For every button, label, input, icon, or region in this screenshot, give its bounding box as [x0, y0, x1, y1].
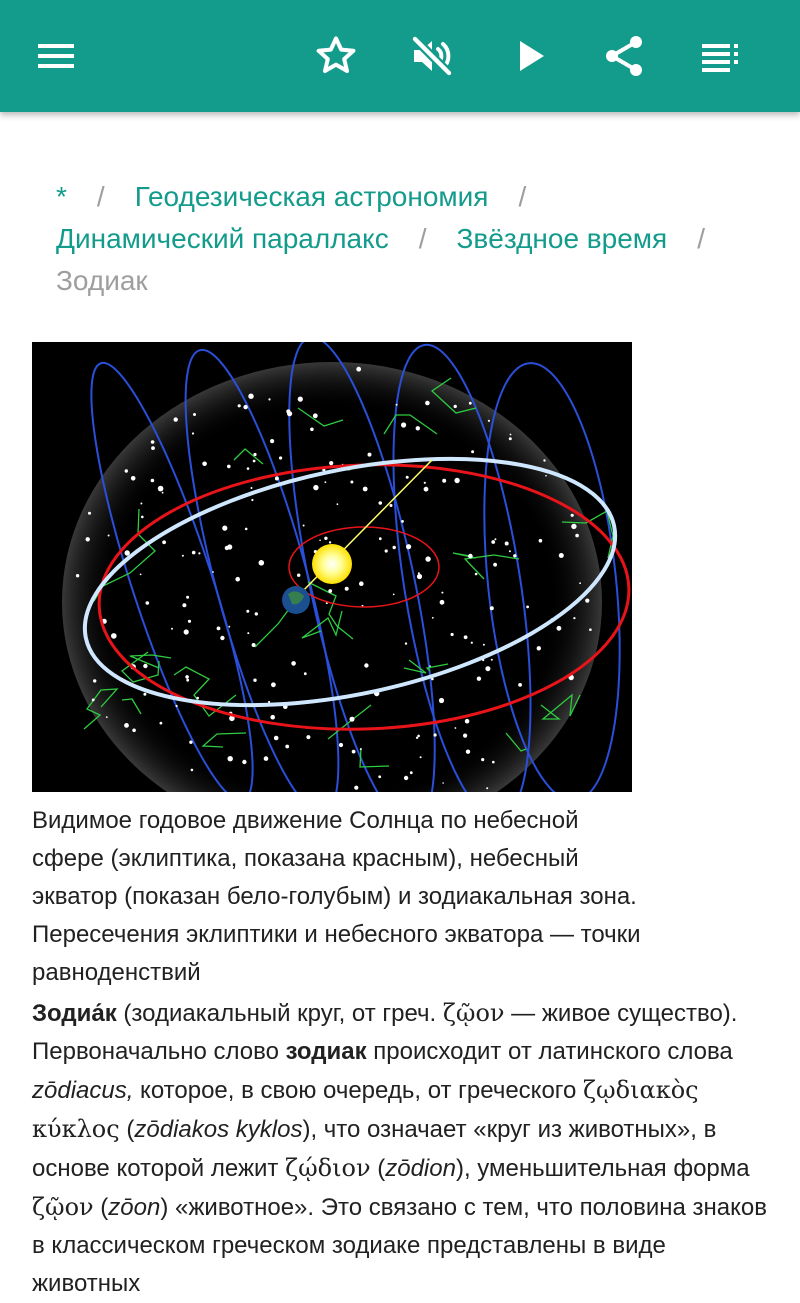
menu-button[interactable] — [24, 24, 88, 88]
star — [466, 750, 470, 754]
term-bold: зодиак — [285, 1038, 367, 1065]
celestial-sphere-image[interactable] — [32, 342, 632, 792]
text-run: ), что означает «круг из животных», в основе которой лежит — [32, 1116, 717, 1182]
star — [212, 571, 214, 573]
star — [360, 748, 362, 750]
star — [486, 787, 488, 789]
star — [483, 644, 485, 646]
star — [509, 437, 512, 440]
star — [379, 537, 382, 540]
breadcrumb-separator: / — [518, 181, 527, 212]
star — [125, 469, 128, 472]
star — [481, 758, 484, 761]
star — [354, 786, 358, 790]
star — [303, 525, 305, 527]
star — [424, 482, 426, 484]
star — [406, 544, 411, 549]
breadcrumb-item-sidereal-time[interactable]: Звёздное время — [456, 223, 668, 254]
star — [198, 552, 200, 554]
star — [417, 574, 422, 579]
greek-word: ζῳδιακὸς κύκλος — [32, 1076, 699, 1143]
star — [543, 459, 545, 461]
star — [259, 560, 265, 566]
star — [131, 476, 136, 481]
text-run: ( — [119, 1116, 135, 1143]
greek-word: ζῷον — [442, 999, 505, 1027]
star — [242, 760, 246, 764]
star — [270, 439, 274, 443]
star — [143, 664, 147, 668]
star — [471, 450, 474, 453]
star — [491, 540, 495, 544]
play-icon — [504, 32, 552, 80]
latin-word: zōon — [108, 1194, 161, 1221]
star — [160, 722, 163, 725]
star — [359, 581, 364, 586]
star — [251, 396, 253, 398]
star — [368, 453, 372, 457]
star — [439, 698, 444, 703]
star — [310, 428, 314, 432]
term-bold: Зодиа́к — [32, 1000, 117, 1027]
star — [184, 629, 189, 634]
star — [132, 729, 136, 733]
star — [475, 573, 478, 576]
latin-word: zōdiacus, — [32, 1077, 134, 1104]
star — [286, 409, 290, 413]
star — [390, 504, 393, 507]
star — [220, 636, 224, 640]
star — [385, 549, 388, 552]
star — [526, 606, 529, 609]
breadcrumb-current: Зодиак — [56, 265, 148, 296]
share-icon — [600, 32, 648, 80]
star — [425, 401, 430, 406]
star — [589, 628, 592, 631]
star — [325, 481, 327, 483]
star — [440, 600, 445, 605]
star — [227, 465, 231, 469]
star — [454, 478, 459, 483]
star — [171, 628, 173, 630]
star — [141, 516, 144, 519]
app-toolbar — [0, 0, 800, 112]
star — [228, 756, 233, 761]
star — [140, 503, 142, 505]
star — [124, 723, 129, 728]
star — [518, 683, 522, 687]
star — [364, 663, 368, 667]
star — [217, 627, 221, 631]
star — [243, 405, 247, 409]
star — [313, 485, 318, 490]
star — [454, 405, 457, 408]
star — [477, 677, 481, 681]
star — [251, 487, 253, 489]
star — [345, 587, 349, 591]
star — [429, 665, 431, 667]
star — [92, 699, 95, 702]
star — [505, 542, 509, 546]
star — [297, 574, 300, 577]
star — [264, 756, 269, 761]
star — [559, 553, 564, 558]
star — [350, 481, 353, 484]
star — [571, 524, 576, 529]
mute-button[interactable] — [400, 24, 464, 88]
star — [379, 501, 383, 505]
greek-word: ζῴδιον — [285, 1154, 371, 1182]
breadcrumb-item-geodetic-astronomy[interactable]: Геодезическая астрономия — [134, 181, 489, 212]
star — [490, 606, 494, 610]
star — [393, 594, 395, 596]
star — [418, 572, 420, 574]
star — [363, 487, 368, 492]
star — [485, 666, 490, 671]
star — [463, 734, 467, 738]
star — [268, 398, 270, 400]
star — [253, 453, 256, 456]
star — [298, 397, 303, 402]
star — [186, 596, 189, 599]
star — [425, 556, 430, 561]
star — [151, 446, 155, 450]
star — [291, 661, 296, 666]
star — [410, 771, 413, 774]
star — [279, 456, 282, 459]
volume-off-icon — [408, 32, 456, 80]
hamburger-menu-icon — [32, 32, 80, 80]
share-button[interactable] — [592, 24, 656, 88]
star — [442, 782, 444, 784]
list-icon — [696, 32, 744, 80]
star — [571, 514, 574, 517]
star — [227, 544, 232, 549]
star — [140, 574, 142, 576]
star — [573, 617, 575, 619]
star — [238, 404, 241, 407]
star — [228, 626, 230, 628]
text-run: которое, в свою очередь, от греческого — [133, 1077, 584, 1104]
star — [106, 716, 108, 718]
star — [509, 550, 511, 552]
star — [494, 538, 496, 540]
star — [510, 434, 512, 436]
star — [304, 672, 307, 675]
star — [319, 540, 321, 542]
star — [235, 577, 240, 582]
celestial-sphere-illustration — [32, 342, 632, 792]
star — [247, 467, 250, 470]
star — [93, 679, 96, 682]
star — [285, 745, 289, 749]
star — [401, 520, 404, 523]
star — [185, 675, 189, 679]
star — [493, 563, 497, 567]
star — [274, 736, 279, 741]
star — [469, 402, 472, 405]
star — [455, 727, 457, 729]
star — [575, 534, 579, 538]
star — [271, 682, 276, 687]
star — [396, 404, 398, 406]
star — [158, 486, 164, 492]
star — [251, 499, 253, 501]
star — [465, 719, 470, 724]
star — [513, 554, 516, 557]
star — [441, 592, 443, 594]
star — [182, 603, 186, 607]
star — [143, 693, 146, 696]
star — [339, 743, 343, 747]
star — [337, 503, 339, 505]
star — [537, 646, 541, 650]
star — [162, 492, 164, 494]
star — [193, 413, 196, 416]
star — [192, 432, 194, 434]
star — [306, 735, 310, 739]
breadcrumb-item-dynamic-parallax[interactable]: Динамический параллакс — [56, 223, 389, 254]
star — [176, 705, 178, 707]
star — [404, 776, 408, 780]
article-text — [32, 994, 772, 1303]
star — [329, 541, 331, 543]
star — [222, 526, 227, 531]
star — [191, 769, 194, 772]
star — [401, 422, 406, 427]
text-run: ( — [370, 1155, 386, 1182]
star — [186, 679, 189, 682]
sun-icon — [312, 544, 352, 584]
star — [125, 550, 130, 555]
star — [162, 540, 166, 544]
favorite-button[interactable] — [304, 24, 368, 88]
star — [416, 426, 420, 430]
text-run: происходит от латинского слова — [366, 1038, 733, 1065]
star — [492, 761, 495, 764]
contents-button[interactable] — [688, 24, 752, 88]
star — [111, 633, 117, 639]
star — [424, 487, 429, 492]
star — [328, 589, 332, 593]
star — [352, 750, 356, 754]
star — [451, 633, 454, 636]
star — [76, 574, 79, 577]
star — [405, 642, 407, 644]
star — [557, 626, 562, 631]
star — [255, 612, 258, 615]
star — [192, 551, 196, 555]
star — [182, 555, 184, 557]
star — [468, 554, 473, 559]
latin-word: zōdiakos kyklos — [134, 1116, 303, 1143]
star — [324, 537, 327, 540]
star — [545, 475, 547, 477]
star — [432, 617, 434, 619]
star — [356, 367, 361, 372]
star — [393, 546, 396, 549]
text-run: — живое существо). Первоначально слово — [32, 1000, 738, 1065]
star — [539, 539, 543, 543]
breadcrumb-separator: / — [96, 181, 105, 212]
image-caption: Видимое годовое движение Солнца по небесной сфере (эклиптика, показана красным), небесный экватор (показан бело-голубым) и зодиакальная зона. Пересечения эклиптики и небесного экватора — точки равноденствий — [32, 807, 641, 986]
star — [434, 733, 437, 736]
breadcrumb-item-home[interactable]: * — [56, 181, 67, 212]
star — [86, 537, 90, 541]
star — [275, 477, 279, 481]
star — [189, 741, 192, 744]
latin-word: zōdion — [385, 1155, 456, 1182]
star — [270, 715, 275, 720]
star — [174, 417, 178, 421]
star — [442, 479, 446, 483]
text-run: (зодиакальный круг, от греч. — [116, 1000, 443, 1027]
star — [491, 659, 493, 661]
text-run: ( — [93, 1194, 109, 1221]
star — [202, 462, 207, 467]
star — [247, 632, 249, 634]
star — [420, 756, 422, 758]
star — [253, 679, 256, 682]
star — [471, 642, 473, 644]
star — [252, 643, 256, 647]
star — [246, 610, 249, 613]
breadcrumb-separator: / — [697, 223, 706, 254]
text-run: ) «животное». Это связано с тем, что половина знаков в классическом греческом зодиаке представлены в виде животных — [32, 1194, 767, 1297]
breadcrumb-separator: / — [418, 223, 427, 254]
star-outline-icon — [312, 32, 360, 80]
star — [151, 440, 155, 444]
star — [488, 420, 490, 422]
breadcrumb — [56, 176, 776, 302]
star — [196, 697, 199, 700]
star — [253, 460, 256, 463]
star — [416, 737, 418, 739]
star — [245, 528, 248, 531]
star — [464, 635, 468, 639]
star — [151, 479, 155, 483]
play-button[interactable] — [496, 24, 560, 88]
star — [378, 775, 381, 778]
greek-word: ζῷον — [32, 1193, 94, 1221]
star — [329, 461, 333, 465]
star — [313, 413, 318, 418]
star — [350, 717, 355, 722]
star — [108, 535, 110, 537]
star — [146, 601, 150, 605]
star — [188, 620, 191, 623]
star — [579, 582, 581, 584]
text-run: ), уменьшительная форма — [455, 1155, 750, 1182]
star — [585, 599, 589, 603]
star — [88, 512, 91, 515]
star — [406, 476, 409, 479]
